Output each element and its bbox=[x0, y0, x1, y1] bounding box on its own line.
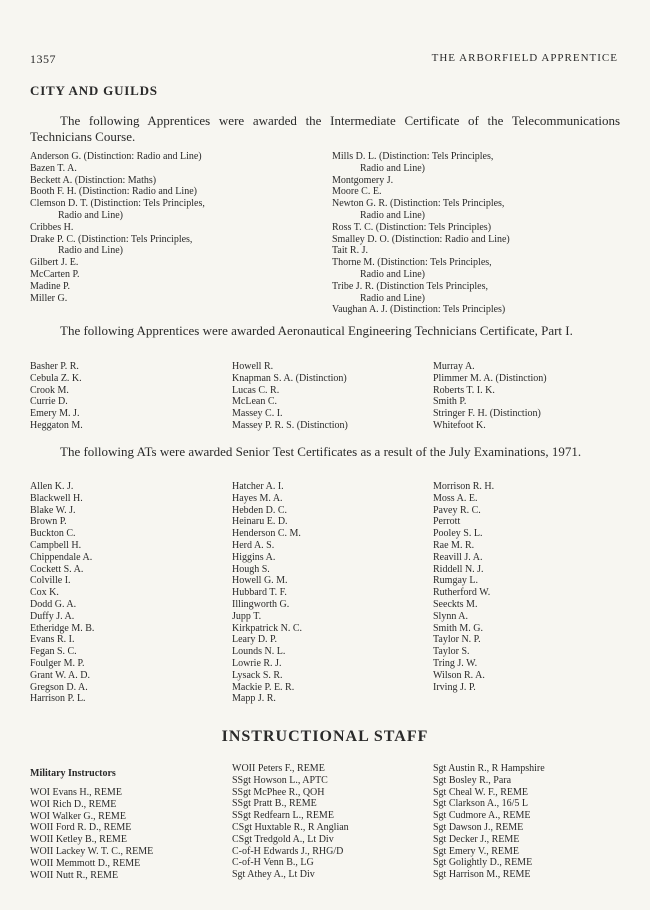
list-item: Basher P. R. bbox=[30, 361, 79, 372]
list-item: Grant W. A. D. bbox=[30, 669, 90, 681]
list-item: Wilson R. A. bbox=[433, 669, 485, 681]
list-item: Murray A. bbox=[433, 361, 475, 372]
list-item: Lysack S. R. bbox=[232, 669, 283, 681]
list-item: Colville I. bbox=[30, 575, 71, 587]
list-item: WOII Lackey W. T. C., REME bbox=[30, 845, 154, 857]
list-item: Dodd G. A. bbox=[30, 598, 77, 610]
list-item: Rae M. R. bbox=[433, 539, 475, 551]
list-item: CSgt Tredgold A., Lt Div bbox=[232, 833, 334, 845]
list-item: Howell R. bbox=[232, 361, 274, 372]
list-item: Hough S. bbox=[232, 563, 270, 575]
staff-list-2 bbox=[232, 763, 349, 881]
senior-list-2 bbox=[232, 481, 302, 705]
list-item: WOII Ketley B., REME bbox=[30, 834, 127, 846]
list-item: WOI Walker G., REME bbox=[30, 810, 126, 822]
list-item: Sgt Harrison M., REME bbox=[433, 869, 531, 881]
list-item: Hatcher A. I. bbox=[232, 481, 284, 492]
list-item: Blake W. J. bbox=[30, 504, 76, 516]
list-item: Rutherford W. bbox=[433, 587, 491, 599]
list-item: Chippendale A. bbox=[30, 551, 93, 563]
list-item: Mills D. L. (Distinction: Tels Principles, bbox=[332, 151, 494, 162]
list-item: Ross T. C. (Distinction: Tels Principles) bbox=[332, 221, 492, 233]
list-item: Cebula Z. K. bbox=[30, 372, 82, 384]
list-item: Irving J. P. bbox=[433, 681, 476, 693]
list-item: WOI Rich D., REME bbox=[30, 798, 117, 810]
list-item: SSgt Pratt B., REME bbox=[232, 798, 317, 810]
list-item: Henderson C. M. bbox=[232, 528, 301, 540]
list-item: Higgins A. bbox=[232, 551, 276, 563]
list-item: Beckett A. (Distinction: Maths) bbox=[30, 174, 157, 186]
list-item: Madine P. bbox=[30, 280, 70, 292]
list-item: Massey P. R. S. (Distinction) bbox=[232, 419, 348, 431]
list-item: Blackwell H. bbox=[30, 492, 83, 504]
city-guilds-list-2 bbox=[332, 151, 510, 316]
list-item: Buckton C. bbox=[30, 528, 76, 540]
list-item: Tait R. J. bbox=[332, 245, 368, 257]
list-item: Knapman S. A. (Distinction) bbox=[232, 372, 347, 384]
list-item: Tribe J. R. (Distinction Tels Principles, bbox=[332, 280, 488, 292]
list-item: Drake P. C. (Distinction: Tels Principles, bbox=[30, 233, 193, 245]
list-item: Roberts T. I. K. bbox=[433, 384, 495, 396]
list-item: Riddell N. J. bbox=[433, 563, 484, 575]
senior-list-1 bbox=[30, 481, 94, 705]
city-guilds-heading: CITY AND GUILDS bbox=[30, 83, 158, 98]
list-item: Cox K. bbox=[30, 587, 59, 599]
list-item: Seeckts M. bbox=[433, 598, 478, 610]
list-item: Sgt Emery V., REME bbox=[433, 845, 520, 857]
aero-list-3 bbox=[433, 361, 547, 432]
list-item: WOI Evans H., REME bbox=[30, 787, 122, 798]
list-item: CSgt Huxtable R., R Anglian bbox=[232, 821, 349, 833]
list-item: Kirkpatrick N. C. bbox=[232, 622, 302, 634]
list-item: Slynn A. bbox=[433, 610, 469, 622]
list-item: Fegan S. C. bbox=[30, 646, 77, 658]
list-item: Illingworth G. bbox=[232, 598, 290, 610]
list-item: Campbell H. bbox=[30, 539, 82, 551]
list-item: WOII Nutt R., REME bbox=[30, 869, 119, 881]
running-title: THE ARBORFIELD APPRENTICE bbox=[431, 52, 618, 64]
list-item: Evans R. I. bbox=[30, 634, 75, 646]
list-item: Montgomery J. bbox=[332, 174, 394, 186]
staff-list-1 bbox=[30, 787, 153, 881]
list-item: Emery M. J. bbox=[30, 408, 80, 420]
list-item: Pavey R. C. bbox=[433, 504, 481, 516]
list-item: Lowrie R. J. bbox=[232, 657, 282, 669]
list-item: Allen K. J. bbox=[30, 481, 74, 492]
senior-list-3 bbox=[433, 481, 494, 693]
list-item: Sgt Cheal W. F., REME bbox=[433, 786, 529, 798]
list-item: Pooley S. L. bbox=[433, 528, 483, 540]
aero-list-1 bbox=[30, 361, 83, 432]
list-item: Tring J. W. bbox=[433, 657, 478, 669]
instructional-staff-heading: INSTRUCTIONAL STAFF bbox=[221, 728, 429, 745]
list-item: C-of-H Edwards J., RHG/D bbox=[232, 845, 344, 857]
list-item: Radio and Line) bbox=[360, 162, 425, 174]
list-item: Sgt Decker J., REME bbox=[433, 833, 520, 845]
list-item: WOII Memmott D., REME bbox=[30, 857, 141, 869]
list-item: Sgt Golightly D., REME bbox=[433, 857, 533, 869]
list-item: Howell G. M. bbox=[232, 575, 288, 587]
list-item: Taylor S. bbox=[433, 646, 470, 658]
list-item: Anderson G. (Distinction: Radio and Line) bbox=[30, 151, 202, 162]
list-item: Mackie P. E. R. bbox=[232, 681, 295, 693]
list-item: SSgt McPhee R., QOH bbox=[232, 786, 325, 798]
list-item: Perrott bbox=[433, 516, 461, 528]
list-item: Smalley D. O. (Distinction: Radio and Line) bbox=[332, 233, 510, 245]
list-item: Vaughan A. J. (Distinction: Tels Principles) bbox=[332, 304, 506, 316]
list-item: Hebden D. C. bbox=[232, 504, 287, 516]
list-item: Radio and Line) bbox=[360, 268, 425, 280]
list-item: Lucas C. R. bbox=[232, 384, 280, 396]
list-item: Foulger M. P. bbox=[30, 657, 85, 669]
list-item: Stringer F. H. (Distinction) bbox=[433, 408, 541, 420]
list-item: Gilbert J. E. bbox=[30, 257, 79, 269]
list-item: Thorne M. (Distinction: Tels Principles, bbox=[332, 257, 492, 269]
list-item: WOII Peters F., REME bbox=[232, 763, 325, 774]
list-item: Heggaton M. bbox=[30, 419, 83, 431]
list-item: Smith M. G. bbox=[433, 622, 484, 634]
aero-intro: The following Apprentices were awarded Aeronautical Engineering Technicians Certificate, Part I. bbox=[60, 323, 573, 338]
list-item: SSgt Howson L., APTC bbox=[232, 774, 328, 786]
list-item: Herd A. S. bbox=[232, 539, 275, 551]
list-item: Miller G. bbox=[30, 292, 68, 304]
list-item: Sgt Athey A., Lt Div bbox=[232, 869, 315, 881]
list-item: C-of-H Venn B., LG bbox=[232, 857, 314, 869]
list-item: McCarten P. bbox=[30, 268, 80, 280]
list-item: Duffy J. A. bbox=[30, 610, 75, 622]
list-item: Heinaru E. D. bbox=[232, 516, 288, 528]
list-item: Hubbard T. F. bbox=[232, 587, 287, 599]
list-item: Moss A. E. bbox=[433, 492, 478, 504]
list-item: Gregson D. A. bbox=[30, 681, 88, 693]
list-item: Rumgay L. bbox=[433, 575, 478, 587]
list-item: Mapp J. R. bbox=[232, 693, 276, 705]
list-item: Currie D. bbox=[30, 396, 68, 408]
list-item: Radio and Line) bbox=[58, 209, 123, 221]
list-item: Leary D. P. bbox=[232, 634, 277, 646]
list-item: Lounds N. L. bbox=[232, 646, 286, 658]
list-item: Taylor N. P. bbox=[433, 634, 481, 646]
list-item: Brown P. bbox=[30, 516, 67, 528]
list-item: Jupp T. bbox=[232, 610, 262, 622]
list-item: Clemson D. T. (Distinction: Tels Principles, bbox=[30, 198, 205, 210]
list-item: Reavill J. A. bbox=[433, 551, 483, 563]
city-guilds-list-1 bbox=[30, 151, 205, 304]
list-item: Bazen T. A. bbox=[30, 162, 77, 174]
list-item: Smith P. bbox=[433, 396, 467, 408]
list-item: McLean C. bbox=[232, 396, 277, 408]
list-item: Moore C. E. bbox=[332, 186, 382, 198]
list-item: Sgt Cudmore A., REME bbox=[433, 810, 531, 822]
list-item: Cribbes H. bbox=[30, 221, 74, 233]
list-item: Whitefoot K. bbox=[433, 419, 486, 431]
list-item: Plimmer M. A. (Distinction) bbox=[433, 372, 547, 384]
list-item: Booth F. H. (Distinction: Radio and Line) bbox=[30, 186, 197, 198]
list-item: Hayes M. A. bbox=[232, 492, 283, 504]
list-item: Radio and Line) bbox=[58, 245, 123, 257]
military-instructors-subheading: Military Instructors bbox=[30, 768, 116, 779]
list-item: Sgt Dawson J., REME bbox=[433, 821, 524, 833]
page-number: 1357 bbox=[30, 52, 56, 66]
list-item: Morrison R. H. bbox=[433, 481, 495, 492]
list-item: Radio and Line) bbox=[360, 292, 425, 304]
list-item: Massey C. I. bbox=[232, 408, 283, 420]
list-item: WOII Ford R. D., REME bbox=[30, 822, 132, 834]
staff-list-3 bbox=[433, 763, 545, 881]
list-item: SSgt Redfearn L., REME bbox=[232, 810, 334, 822]
list-item: Sgt Austin R., R Hampshire bbox=[433, 763, 545, 774]
list-item: Harrison P. L. bbox=[30, 693, 86, 705]
city-guilds-intro: The following Apprentices were awarded the Intermediate Certificate of the Telecommunications Technicians Course. bbox=[30, 113, 620, 144]
list-item: Etheridge M. B. bbox=[30, 622, 95, 634]
list-item: Crook M. bbox=[30, 384, 69, 396]
list-item: Newton G. R. (Distinction: Tels Principles, bbox=[332, 198, 505, 210]
aero-list-2 bbox=[232, 361, 348, 432]
list-item: Sgt Bosley R., Para bbox=[433, 774, 512, 786]
list-item: Sgt Clarkson A., 16/5 L bbox=[433, 798, 529, 810]
list-item: Radio and Line) bbox=[360, 209, 425, 221]
senior-intro: The following ATs were awarded Senior Test Certificates as a result of the July Examinations, 1971. bbox=[60, 444, 582, 459]
list-item: Cockett S. A. bbox=[30, 563, 84, 575]
